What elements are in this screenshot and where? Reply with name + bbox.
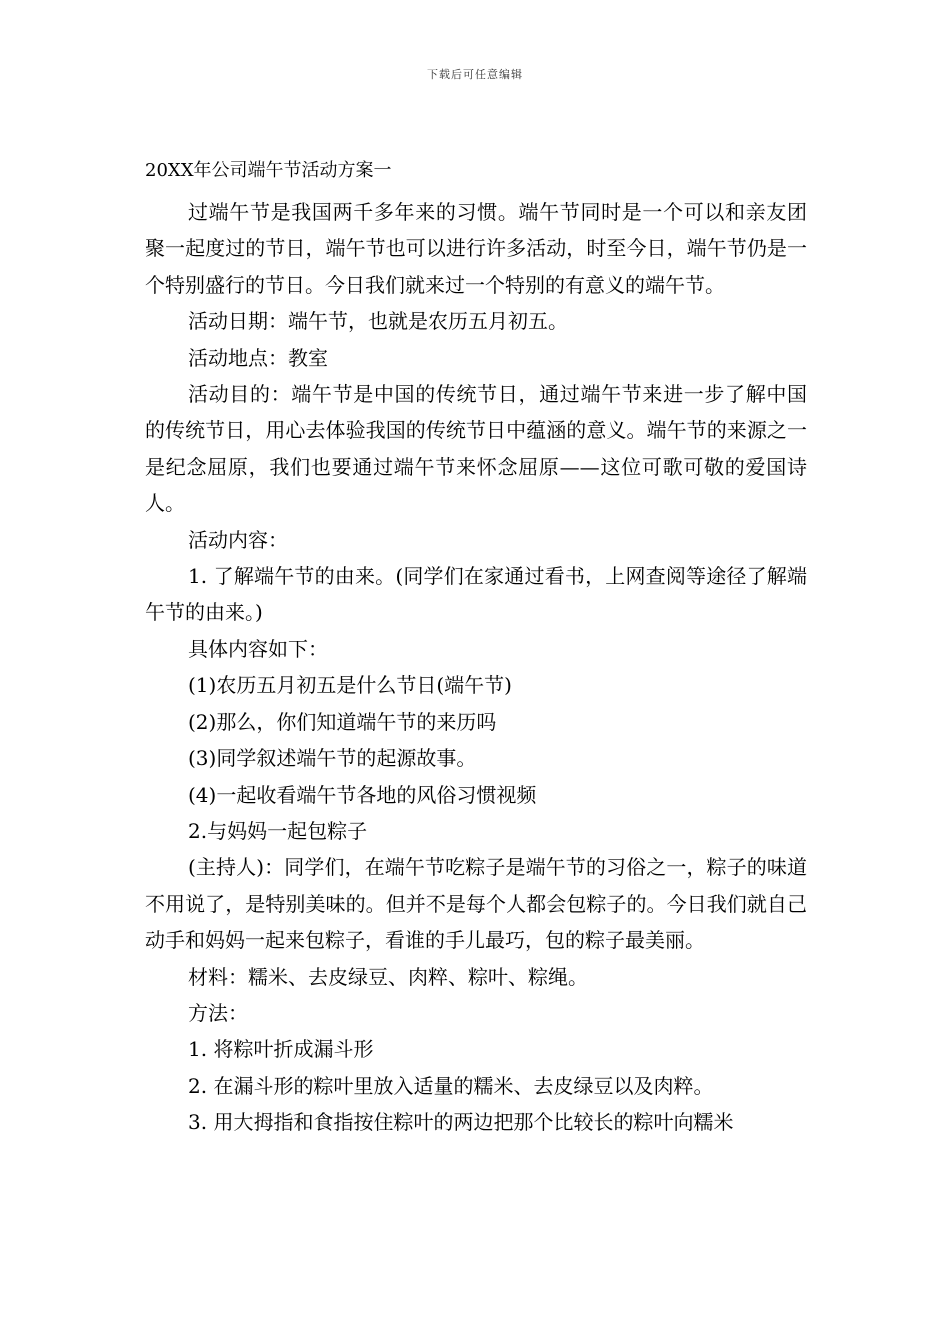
- method-heading: 方法：: [188, 1000, 248, 1025]
- method-step: 2. 在漏斗形的粽叶里放入适量的糯米、去皮绿豆以及肉粹。: [188, 1073, 714, 1098]
- activity-content-heading: 活动内容：: [188, 527, 288, 552]
- detail-item: (3)同学叙述端午节的起源故事。: [188, 746, 477, 771]
- activity-location: 活动地点：教室: [188, 345, 328, 370]
- method-step: 1. 将粽叶折成漏斗形: [188, 1037, 374, 1062]
- content-item-1: 1. 了解端午节的由来。(同学们在家通过看书，上网查阅等途径了解端午节的由来。): [145, 564, 807, 625]
- detail-item: (2)那么，你们知道端午节的来历吗: [188, 709, 497, 734]
- activity-date: 活动日期：端午节，也就是农历五月初五。: [188, 309, 568, 334]
- detail-item: (1)农历五月初五是什么节日(端午节): [188, 673, 512, 698]
- details-heading: 具体内容如下：: [188, 636, 328, 661]
- document-body: [145, 158, 807, 1141]
- content-item-2: 2.与妈妈一起包粽子: [188, 818, 368, 843]
- page-header-note: 下载后可任意编辑: [427, 68, 523, 81]
- detail-item: (4)一起收看端午节各地的风俗习惯视频: [188, 782, 537, 807]
- intro-paragraph: 过端午节是我国两千多年来的习惯。端午节同时是一个可以和亲友团聚一起度过的节日，端午节也可以进行许多活动，时至今日，端午节仍是一个特别盛行的节日。今日我们就来过一个特别的有意义的端午节。: [145, 200, 807, 297]
- activity-purpose: 活动目的：端午节是中国的传统节日，通过端午节来进一步了解中国的传统节日，用心去体验我国的传统节日中蕴涵的意义。端午节的来源之一是纪念屈原，我们也要通过端午节来怀念屈原——这位可歌可敬的爱国诗人。: [145, 382, 807, 516]
- host-paragraph: (主持人)：同学们，在端午节吃粽子是端午节的习俗之一，粽子的味道不用说了，是特别美味的。但并不是每个人都会包粽子的。今日我们就自己动手和妈妈一起来包粽子，看谁的手儿最巧，包的粽子最美丽。: [145, 855, 807, 953]
- document-title: 20XX年公司端午节活动方案一: [145, 160, 392, 181]
- materials-line: 材料：糯米、去皮绿豆、肉粹、粽叶、粽绳。: [188, 964, 588, 989]
- method-step: 3. 用大拇指和食指按住粽叶的两边把那个比较长的粽叶向糯米: [188, 1110, 734, 1135]
